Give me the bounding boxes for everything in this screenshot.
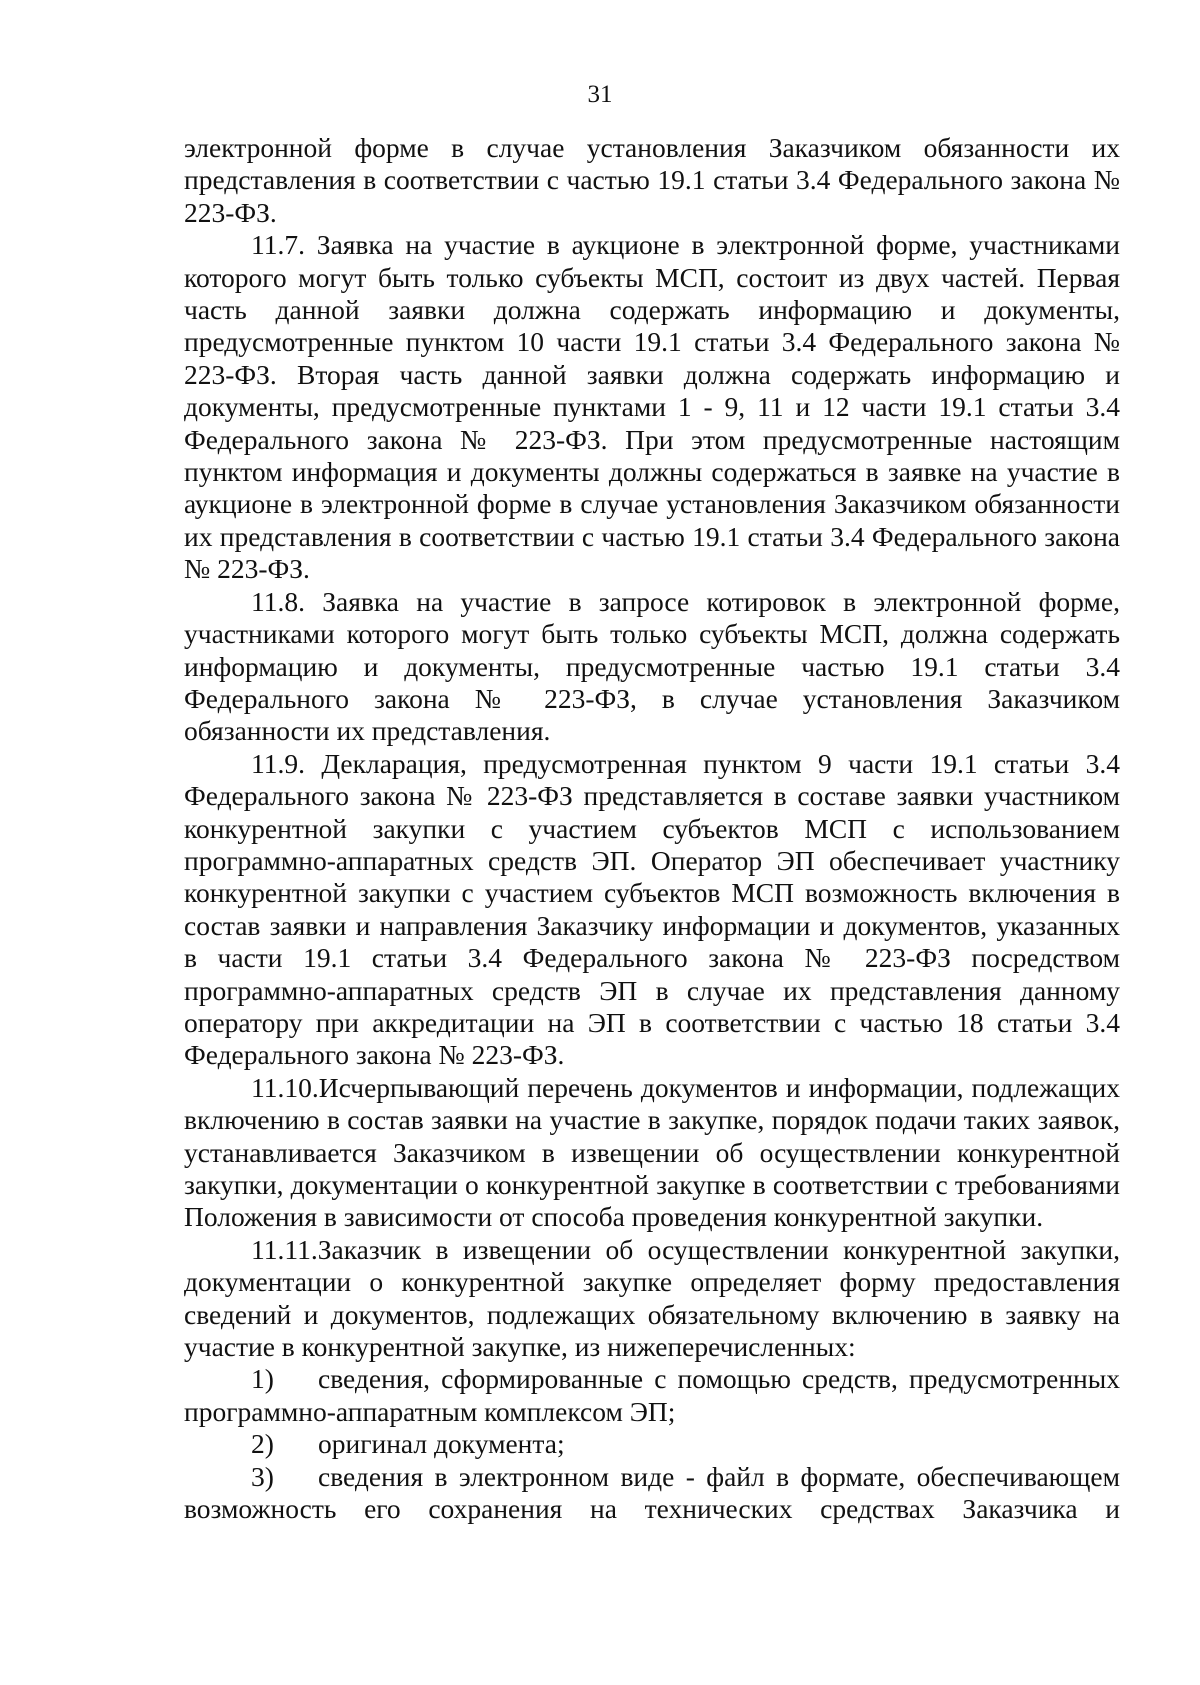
list-item-text: сведения, сформированные с помощью средств, предусмотренных программно-аппаратным комплексом ЭП; xyxy=(184,1363,1120,1427)
list-item xyxy=(184,1461,1120,1526)
list-item xyxy=(184,1363,1120,1428)
list-item xyxy=(184,1428,1120,1460)
paragraph-11-10: 11.10.Исчерпывающий перечень документов и информации, подлежащих включению в состав заявки на участие в закупке, порядок подачи таких заявок, устанавливается Заказчиком в извещении об осуществлении конкурентной закупки, документации о конкурентной закупке в соответствии с требованиями Положения в зависимости от способа проведения конкурентной закупки. xyxy=(184,1071,1120,1233)
paragraph-11-9: 11.9. Декларация, предусмотренная пунктом 9 части 19.1 статьи 3.4 Федерального закона № 223-ФЗ представляется в составе заявки участником конкурентной закупки с участием субъектов МСП с использованием программно-аппаратных средств ЭП. Оператор ЭП обеспечивает участнику конкурентной закупки с участием субъектов МСП возможность включения в состав заявки и направления Заказчику информации и документов, указанных в части 19.1 статьи 3.4 Федерального закона № 223-ФЗ посредством программно-аппаратных средств ЭП в случае их представления данному оператору при аккредитации на ЭП в соответствии с частью 18 статьи 3.4 Федерального закона № 223-ФЗ. xyxy=(184,747,1120,1071)
paragraph-11-7: 11.7. Заявка на участие в аукционе в электронной форме, участниками которого могут быть только субъекты МСП, состоит из двух частей. Первая часть данной заявки должна содержать информацию и документы, предусмотренные пунктом 10 части 19.1 статьи 3.4 Федерального закона № 223-ФЗ. Вторая часть данной заявки должна содержать информацию и документы, предусмотренные пунктами 1 - 9, 11 и 12 части 19.1 статьи 3.4 Федерального закона № 223-ФЗ. При этом предусмотренные настоящим пунктом информация и документы должны содержаться в заявке на участие в аукционе в электронной форме в случае установления Заказчиком обязанности их представления в соответствии с частью 19.1 статьи 3.4 Федерального закона № 223-ФЗ. xyxy=(184,229,1120,585)
list-item-text: оригинал документа; xyxy=(318,1428,565,1460)
list-item-number: 2) xyxy=(251,1428,274,1460)
list-item-number: 1) xyxy=(251,1363,274,1395)
paragraph-11-8: 11.8. Заявка на участие в запросе котировок в электронной форме, участниками которого могут быть только субъекты МСП, должна содержать информацию и документы, предусмотренные частью 19.1 статьи 3.4 Федерального закона № 223-ФЗ, в случае установления Заказчиком обязанности их представления. xyxy=(184,585,1120,747)
document-body xyxy=(184,132,1120,1525)
list-item-text: сведения в электронном виде - файл в формате, обеспечивающем возможность его сохранения на технических средствах Заказчика и xyxy=(184,1460,1120,1525)
paragraph-continuation: электронной форме в случае установления Заказчиком обязанности их представления в соответствии с частью 19.1 статьи 3.4 Федерального закона № 223-ФЗ. xyxy=(184,132,1120,228)
page-number: 31 xyxy=(587,81,613,108)
list-item-number: 3) xyxy=(251,1460,274,1492)
paragraph-11-11: 11.11.Заказчик в извещении об осуществлении конкурентной закупки, документации о конкурентной закупке определяет форму предоставления сведений и документов, подлежащих обязательному включению в заявку на участие в конкурентной закупке, из нижеперечисленных: xyxy=(184,1233,1120,1363)
